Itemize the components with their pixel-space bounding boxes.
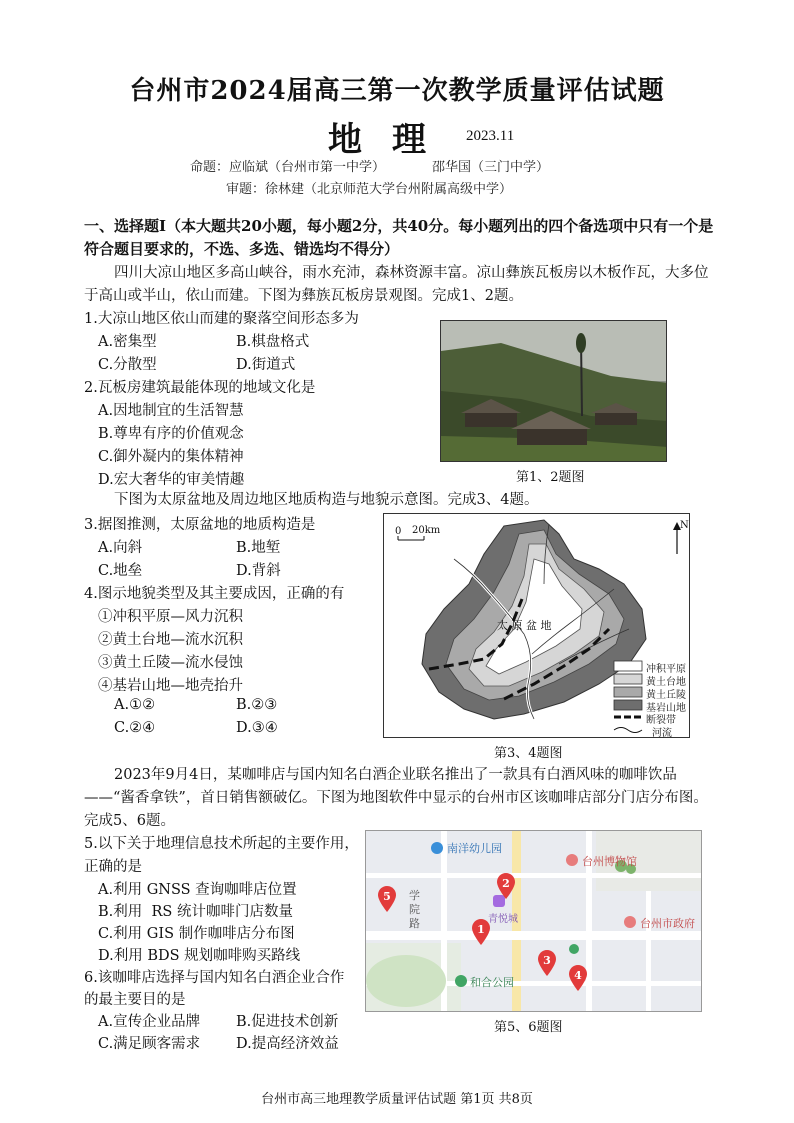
road-label-3: 路	[409, 917, 420, 930]
fig34-caption: 第3、4题图	[494, 746, 563, 761]
gov-icon	[624, 916, 636, 928]
question-6-stem: 6.该咖啡店选择与国内知名白酒企业合作	[84, 970, 345, 986]
legend-label-terrace: 黄土台地	[646, 677, 686, 688]
exam-title: 台州市2024届高三第一次教学质量评估试题	[129, 76, 665, 106]
passage-1: 四川大凉山地区多高山峡谷，雨水充沛，森林资源丰富。凉山彝族瓦板房以木板作瓦，大多位于高山或半山，依山而建。下图为彝族瓦板房景观图。完成1、2题。	[84, 265, 709, 304]
exam-date: 2023.11	[466, 128, 515, 144]
legend-swatch-terrace	[614, 674, 642, 684]
passage-3: 2023年9月4日，某咖啡店与国内知名白酒企业联名推出了一款具有白酒风味的咖啡饮品——“酱香拿铁”，首日销售额破亿。下图为地图软件中显示的台州市区该咖啡店部分门店分布图。完成5、6题。	[84, 767, 708, 829]
legend-swatch-mountain	[614, 700, 642, 710]
q4-item-4: ④基岩山地—地壳抬升	[98, 678, 243, 694]
road-label-1: 学	[409, 889, 420, 902]
pin-4-label: 4	[574, 969, 582, 982]
park-area	[366, 955, 446, 1007]
coffee-shop-map	[365, 830, 702, 1012]
question-4-stem: 4.图示地貌类型及其主要成因，正确的有	[84, 586, 345, 602]
q2-option-d: D.宏大奢华的审美情趣	[98, 472, 245, 488]
q5-option-c: C.利用 GIS 制作咖啡店分布图	[98, 926, 295, 942]
q3-option-b: B.地堑	[236, 540, 281, 556]
q2-option-b: B.尊卑有序的价值观念	[98, 426, 244, 442]
scale-zero: 0	[395, 526, 402, 537]
taiyuan-basin-map	[383, 513, 690, 738]
pin-2-label: 2	[502, 877, 510, 890]
passage-2: 下图为太原盆地及周边地区地质构造与地貌示意图。完成3、4题。	[114, 492, 539, 508]
legend-label-mountain: 基岩山地	[646, 703, 686, 714]
transit-icon	[569, 944, 579, 954]
fig56-caption: 第5、6题图	[494, 1020, 563, 1035]
q4-item-3: ③黄土丘陵—流水侵蚀	[98, 655, 243, 671]
page-footer: 台州市高三地理教学质量评估试题 第1页 共8页	[261, 1092, 533, 1107]
q5-option-a: A.利用 GNSS 查询咖啡店位置	[98, 882, 297, 898]
section-heading: 一、选择题Ⅰ（本大题共20小题，每小题2分，共40分。每小题列出的四个备选项中只有一个是符合题目要求的，不选、多选、错选均不得分）	[84, 217, 714, 258]
q1-option-a: A.密集型	[98, 334, 157, 350]
scale-label: 20km	[412, 525, 441, 536]
authors-line-1: 命题：应临斌（台州市第一中学） 邵华国（三门中学）	[190, 160, 549, 175]
legend-label-plain: 冲积平原	[646, 664, 686, 675]
pin-1-label: 1	[477, 923, 485, 936]
q3-option-c: C.地垒	[98, 563, 143, 579]
q2-option-c: C.御外凝内的集体精神	[98, 449, 244, 465]
q6-option-c: C.满足顾客需求	[98, 1036, 201, 1052]
museum-icon	[566, 854, 578, 866]
q3-option-d: D.背斜	[236, 563, 281, 579]
park-icon	[455, 975, 467, 987]
question-2-stem: 2.瓦板房建筑最能体现的地域文化是	[84, 380, 316, 396]
label-gov: 台州市政府	[640, 917, 695, 930]
q4-option-d: D.③④	[236, 720, 278, 736]
legend-label-fault: 断裂带	[646, 715, 676, 726]
q6-option-d: D.提高经济效益	[236, 1036, 339, 1052]
road-horizontal	[366, 931, 702, 940]
label-museum: 台州博物馆	[582, 855, 637, 868]
legend-label-hill: 黄土丘陵	[646, 690, 686, 701]
legend-swatch-river	[614, 728, 642, 733]
label-park: 和合公园	[470, 976, 514, 989]
north-label: N	[680, 520, 689, 531]
q4-item-1: ①冲积平原—风力沉积	[98, 609, 243, 625]
q5-option-d: D.利用 BDS 规划咖啡购买路线	[98, 948, 301, 964]
q4-option-b: B.②③	[236, 697, 278, 713]
q2-option-a: A.因地制宜的生活智慧	[98, 403, 244, 419]
yi-house-photo	[440, 320, 667, 462]
subject-title: 地理	[328, 120, 456, 160]
road-label-2: 院	[409, 903, 420, 916]
q6-option-a: A.宣传企业品牌	[98, 1014, 201, 1030]
question-5-stem-cont: 正确的是	[84, 859, 142, 875]
pin-5-label: 5	[383, 890, 391, 903]
q5-option-b: B.利用 RS 统计咖啡门店数量	[98, 904, 293, 920]
q1-option-b: B.棋盘格式	[236, 334, 310, 350]
legend-label-river: 河流	[652, 728, 672, 739]
authors-line-2: 审题：徐林建（北京师范大学台州附属高级中学）	[226, 182, 513, 197]
pin-3-label: 3	[543, 954, 551, 967]
legend-swatch-plain	[614, 661, 642, 671]
question-5-stem: 5.以下关于地理信息技术所起的主要作用，	[84, 836, 359, 852]
label-kindergarten: 南洋幼儿园	[447, 842, 502, 855]
q4-option-a: A.①②	[114, 697, 156, 713]
label-mall: 青悦城	[488, 914, 518, 925]
question-3-stem: 3.据图推测，太原盆地的地质构造是	[84, 517, 316, 533]
legend-swatch-hill	[614, 687, 642, 697]
q6-option-b: B.促进技术创新	[236, 1014, 339, 1030]
q1-option-c: C.分散型	[98, 357, 157, 373]
question-6-stem-cont: 的最主要目的是	[84, 992, 186, 1008]
fig12-caption: 第1、2题图	[516, 470, 585, 485]
q4-item-2: ②黄土台地—流水沉积	[98, 632, 243, 648]
basin-label: 太 原 盆 地	[497, 619, 552, 632]
q1-option-d: D.街道式	[236, 357, 296, 373]
kindergarten-icon	[431, 842, 443, 854]
question-1-stem: 1.大凉山地区依山而建的聚落空间形态多为	[84, 311, 359, 327]
q4-option-c: C.②④	[114, 720, 156, 736]
q3-option-a: A.向斜	[98, 540, 143, 556]
